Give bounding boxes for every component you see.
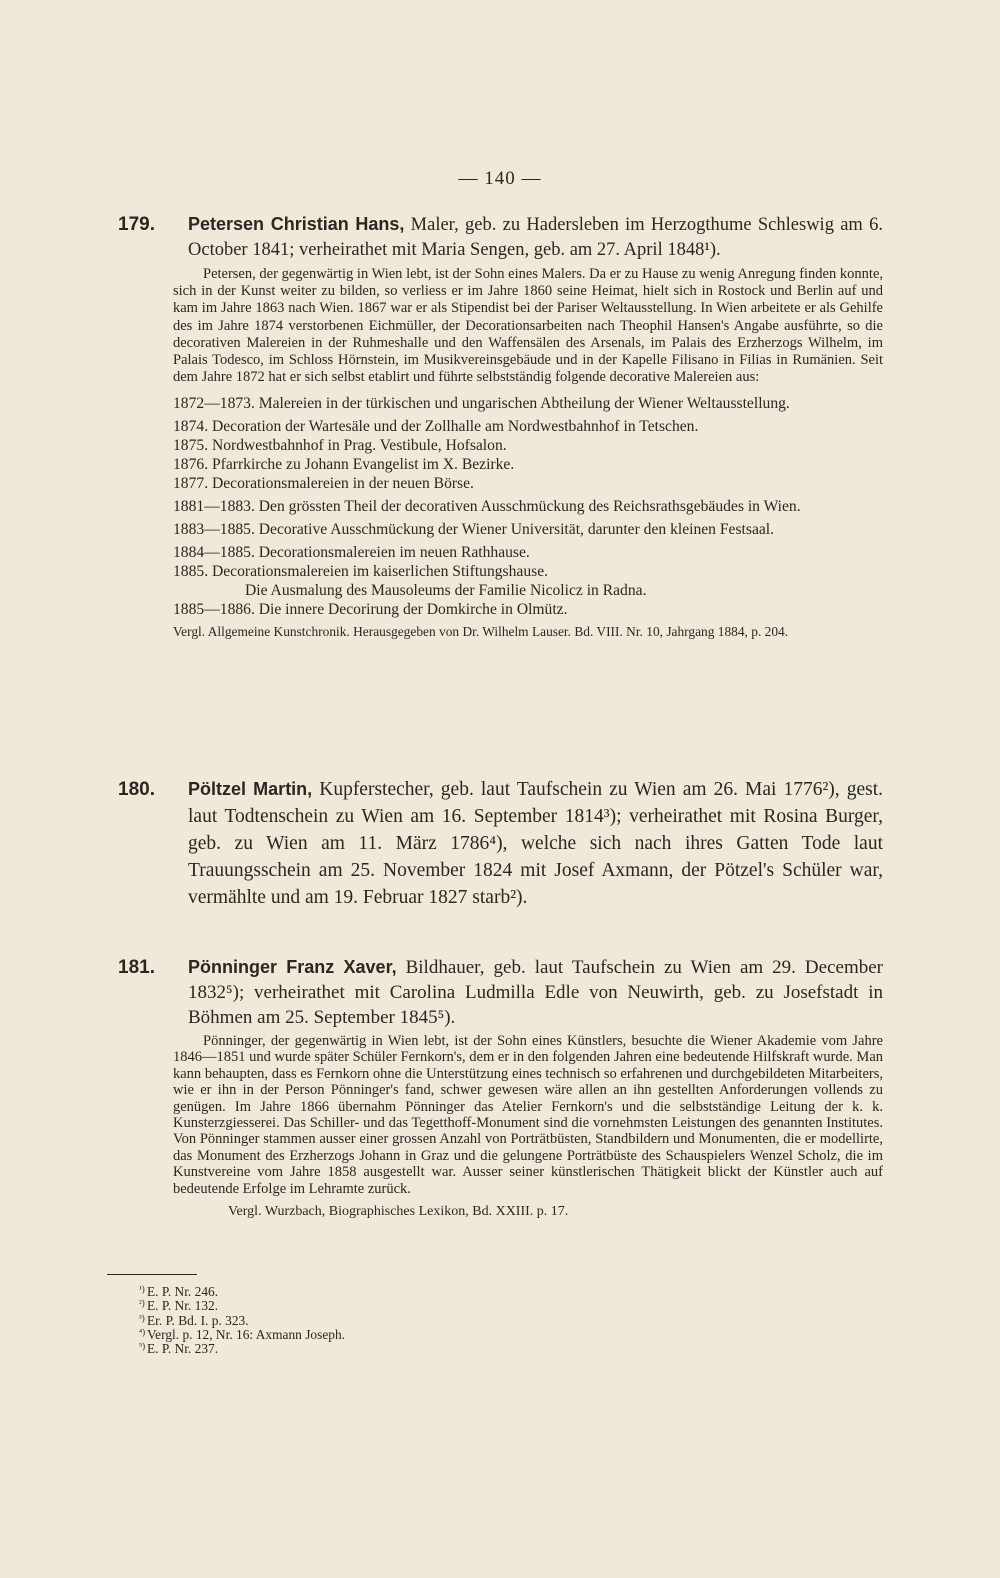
work-item: Die Ausmalung des Mausoleums der Familie Nicolicz in Radna. <box>245 582 647 600</box>
work-item: 1876. Pfarrkirche zu Johann Evangelist im X. Bezirke. <box>173 456 515 474</box>
entry-number: 181. <box>118 957 155 978</box>
footnote <box>107 1328 507 1342</box>
work-item: 1877. Decorationsmalereien in der neuen Börse. <box>173 475 474 493</box>
footnote-mark: ³) <box>139 1312 145 1323</box>
entry-head-text: Kupferstecher, geb. laut Taufschein zu Wien am 26. Mai 1776²), gest. laut Todtenschein zu Wien am 16. September 1814³); verheirathet mit Rosina Burger, geb. zu Wien am 11. März 1786⁴), welche sich nach ihres Gatten Tode laut Trauungsschein am 25. November 1824 mit Josef Axmann, der Pötzel's Schüler war, vermählte und am 19. Februar 1827 starb²). <box>188 779 884 908</box>
entry-number: 180. <box>118 779 155 800</box>
footnote <box>107 1299 507 1313</box>
entry-179 <box>118 212 883 640</box>
footnote <box>107 1342 507 1356</box>
footnotes <box>107 1274 507 1356</box>
footnote-mark: ²) <box>139 1298 145 1309</box>
work-item: 1885. Decorationsmalereien im kaiserlichen Stiftungshause. <box>173 563 549 581</box>
footnote-text: Vergl. p. 12, Nr. 16: Axmann Joseph. <box>147 1326 345 1342</box>
entry-name: Petersen Christian Hans, <box>188 214 405 234</box>
entry-reference: Vergl. Wurzbach, Biographisches Lexikon, Bd. XXIII. p. 17. <box>228 1204 569 1220</box>
footnote-text: E. P. Nr. 132. <box>147 1298 219 1314</box>
entry-name: Pöltzel Martin, <box>188 779 313 799</box>
work-item: 1875. Nordwestbahnhof in Prag. Vestibule, Hofsalon. <box>173 437 507 455</box>
work-item: 1874. Decoration der Wartesäle und der Zollhalle am Nordwestbahnhof in Tetschen. <box>173 418 699 436</box>
footnote <box>107 1314 507 1328</box>
entry-181 <box>118 955 883 1220</box>
footnote <box>107 1285 507 1299</box>
entry-name: Pönninger Franz Xaver, <box>188 957 397 977</box>
footnote-mark: ⁵) <box>139 1341 146 1352</box>
entry-heading <box>118 955 883 1030</box>
footnote-text: E. P. Nr. 237. <box>147 1341 219 1357</box>
entry-number: 179. <box>118 214 155 235</box>
entry-head-text: Bildhauer, geb. laut Taufschein zu Wien am 29. December 1832⁵); verheirathet mit Carolina Ludmilla Edle von Neuwirth, geb. zu Josefstadt in Böhmen am 25. September 1845⁵). <box>188 957 883 1028</box>
footnote-mark: ⁴) <box>139 1326 146 1337</box>
entry-biography: Petersen, der gegenwärtig in Wien lebt, ist der Sohn eines Malers. Da er zu Hause zu wenig Anregung finden konnte, sich in der Kunst weiter zu bilden, so verliess er im Jahre 1860 seine Heimat, hielt sich in Rostock und Berlin auf und kam im Jahre 1863 nach Wien. 1867 war er als Stipendist bei der Pariser Weltausstellung. In Wien arbeitete er als Gehilfe des im Jahre 1874 verstorbenen Eichmüller, der Decorationsarbeiten nach Theophil Hansen's Angabe ausführte, so die decorativen Malereien in der Ruhmeshalle und den Waffensälen des Arsenals, im Palais des Erzherzogs Wilhelm, im Palais Todesco, im Schloss Hörnstein, im Musikvereinsgebäude und in der Kapelle Filisano in Filias in Rumänien. Seit dem Jahre 1872 hat er sich selbst etablirt und führte selbstständig folgende decorative Malereien aus: <box>173 266 883 386</box>
entry-heading <box>118 212 883 263</box>
page-number: — 140 — <box>458 168 542 189</box>
footnote-mark: ¹) <box>139 1284 145 1294</box>
footnote-rule <box>107 1274 197 1275</box>
entry-head-text: Maler, geb. zu Hadersleben im Herzogthume Schleswig am 6. October 1841; verheirathet mit Maria Sengen, geb. am 27. April 1848¹). <box>188 215 883 260</box>
entry-biography: Pönninger, der gegenwärtig in Wien lebt, ist der Sohn eines Künstlers, besuchte die Wiener Akademie vom Jahre 1846—1851 und wurde später Schüler Fernkorn's, dem er in den folgenden Jahren eine bedeutende Hilfskraft wurde. Man kann behaupten, dass es Fernkorn ohne die Unterstützung eines technisch so erfahrenen und durchgebildeten Mitarbeiters, wie er ihn in der Person Pönninger's fand, schwer gewesen wäre allen an ihn gestellten Anforderungen vollends zu genügen. Im Jahre 1866 übernahm Pönninger das Atelier Fernkorn's und die selbstständige Leitung der k. k. Kunsterzgiesserei. Das Schiller- und das Tegetthoff-Monument sind die vornehmsten Leistungen des genannten Institutes. Von Pönninger stammen ausser einer grossen Anzahl von Porträtbüsten, Standbildern und Monumenten, die er modellirte, das Monument des Erzherzogs Johann in Graz und die gelungene Porträtbüste des Schauspielers Wenzel Scholz, die im Kunstvereine vom Jahre 1858 ausgestellt war. Ausser seiner künstlerischen Thätigkeit blickt der Künstler auch auf bedeutende Erfolge im Lehramte zurück. <box>173 1033 883 1197</box>
work-item: 1881—1883. Den grössten Theil der decorativen Ausschmückung des Reichsrathsgebäudes in Wien. <box>173 498 801 516</box>
work-item: 1884—1885. Decorationsmalereien im neuen Rathhause. <box>173 544 530 562</box>
footnote-text: Er. P. Bd. I. p. 323. <box>147 1312 249 1328</box>
entry-180 <box>118 776 883 911</box>
work-item: 1872—1873. Malereien in der türkischen und ungarischen Abtheilung der Wiener Weltausstellung. <box>173 395 790 413</box>
work-item: 1885—1886. Die innere Decorirung der Domkirche in Olmütz. <box>173 601 568 619</box>
entry-reference: Vergl. Allgemeine Kunstchronik. Herausgegeben von Dr. Wilhelm Lauser. Bd. VIII. Nr. 10, Jahrgang 1884, p. 204. <box>173 624 789 640</box>
works-list <box>118 394 883 619</box>
footnote-text: E. P. Nr. 246. <box>147 1284 219 1299</box>
entry-heading <box>118 776 883 911</box>
work-item: 1883—1885. Decorative Ausschmückung der Wiener Universität, darunter den kleinen Festsaal. <box>173 521 775 539</box>
